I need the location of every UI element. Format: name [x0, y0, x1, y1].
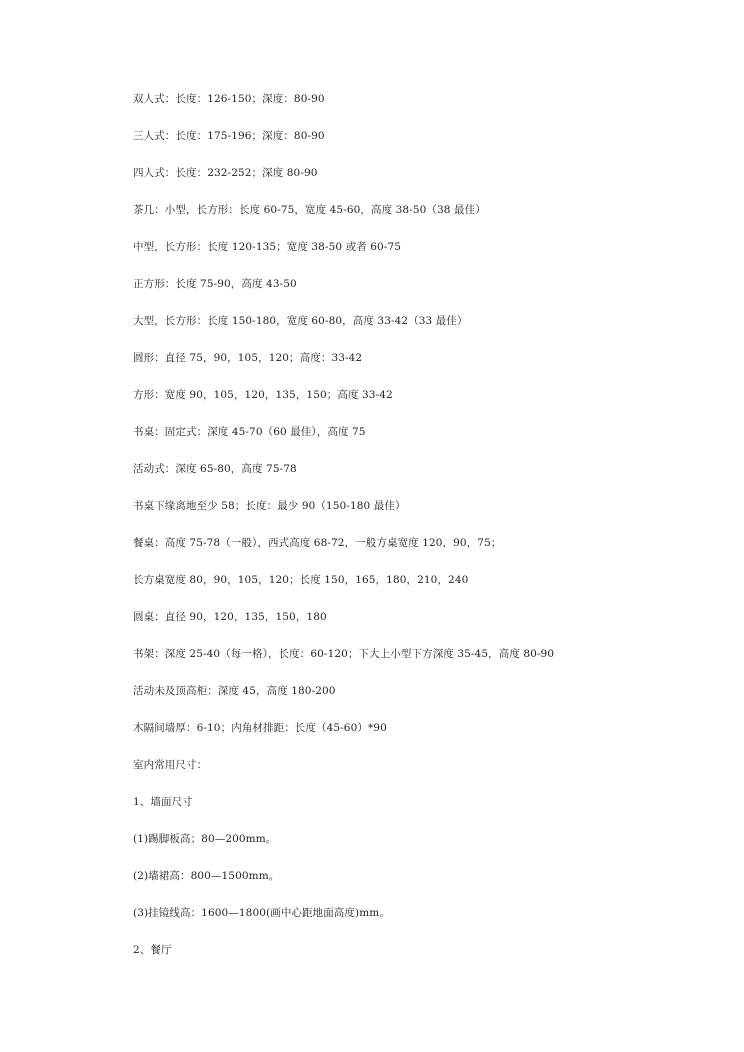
- text-line-tall-cabinet: 活动未及顶高柜：深度 45，高度 180-200: [133, 685, 336, 697]
- text-line-coffee-table-round: 圆形：直径 75，90，105，120；高度：33-42: [133, 352, 363, 364]
- text-line-desk-clearance: 书桌下缘离地至少 58；长度：最少 90（150-180 最佳）: [133, 500, 406, 512]
- subsection-heading-wall: 1、墙面尺寸: [133, 796, 193, 808]
- text-line-dining-table: 餐桌：高度 75-78（一般），西式高度 68-72，一般方桌宽度 120，90，75；: [133, 537, 502, 549]
- text-line-wainscot: (2)墙裙高：800—1500mm。: [133, 870, 280, 882]
- text-line-coffee-table-large: 大型，长方形：长度 150-180，宽度 60-80，高度 33-42（33 最佳）: [133, 315, 468, 327]
- text-line-picture-rail: (3)挂镜线高：1600—1800(画中心距地面高度)mm。: [133, 907, 390, 919]
- text-line-sofa-quad: 四人式：长度：232-252；深度 80-90: [133, 167, 318, 179]
- subsection-heading-dining: 2、餐厅: [133, 944, 172, 956]
- text-line-skirting: (1)踢脚板高；80—200mm。: [133, 833, 277, 845]
- text-line-desk-movable: 活动式：深度 65-80，高度 75-78: [133, 463, 297, 475]
- text-line-sofa-triple: 三人式：长度：175-196；深度：80-90: [133, 130, 325, 142]
- text-line-sofa-double: 双人式：长度：126-150；深度：80-90: [133, 93, 325, 105]
- text-line-partition-wall: 木隔间墙厚：6-10；内角材排距：长度（45-60）*90: [133, 722, 387, 734]
- text-line-round-table: 圆桌：直径 90，120，135，150，180: [133, 611, 327, 623]
- text-line-coffee-table-square-large: 方形：宽度 90，105，120，135，150；高度 33-42: [133, 389, 393, 401]
- document-body: [133, 89, 693, 977]
- text-line-coffee-table-square: 正方形：长度 75-90，高度 43-50: [133, 278, 297, 290]
- text-line-bookshelf: 书架：深度 25-40（每一格），长度：60-120；下大上小型下方深度 35-45，高度 80-90: [133, 648, 555, 660]
- text-line-desk-fixed: 书桌：固定式：深度 45-70（60 最佳），高度 75: [133, 426, 366, 438]
- text-line-coffee-table-medium: 中型，长方形：长度 120-135；宽度 38-50 或者 60-75: [133, 241, 402, 253]
- text-line-coffee-table-small: 茶几：小型，长方形：长度 60-75，宽度 45-60，高度 38-50（38 最佳）: [133, 204, 486, 216]
- text-line-rect-table: 长方桌宽度 80，90，105，120；长度 150，165，180，210，240: [133, 574, 469, 586]
- section-heading-indoor-sizes: 室内常用尺寸：: [133, 759, 208, 771]
